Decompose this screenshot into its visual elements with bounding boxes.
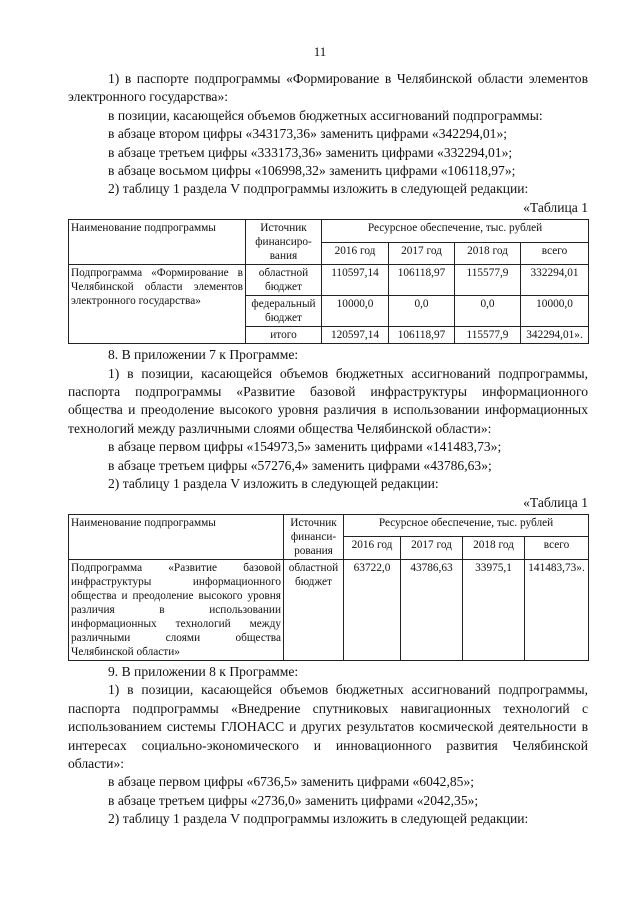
table-1-infrastructure xyxy=(68,514,589,661)
paragraph: 2) таблицу 1 раздела V подпрограммы изложить в следующей редакции: xyxy=(108,181,529,197)
header-resource: Ресурсное обеспечение, тыс. рублей xyxy=(322,220,589,243)
cell-name: Подпрограмма «Развитие базовой инфраструктуры информационного общества и преодоление высокого уровня различия в использовании информационных технологий между различными слоями общества Челябинской области» xyxy=(69,559,284,660)
header-name: Наименование подпрограммы xyxy=(69,220,246,265)
header-year: 2017 год xyxy=(401,537,463,560)
cell-value: 43786,63 xyxy=(401,559,463,660)
cell-source: итого xyxy=(246,327,322,344)
cell-value: 120597,14 xyxy=(322,327,389,344)
paragraph: в абзаце третьем цифры «57276,4» заменить цифрами «43786,63»; xyxy=(108,457,492,473)
header-total: всего xyxy=(521,242,589,265)
cell-name: Подпрограмма «Формирование в Челябинской области элементов электронного государства» xyxy=(69,265,246,344)
table-1-formirovanie xyxy=(68,219,589,344)
paragraph: в абзаце первом цифры «154973,5» заменить цифрами «141483,73»; xyxy=(108,439,502,455)
cell-value: 0,0 xyxy=(389,296,455,327)
paragraph: в абзаце втором цифры «343173,36» заменить цифрами «342294,01»; xyxy=(108,126,508,142)
paragraph: в позиции, касающейся объемов бюджетных ассигнований подпрограммы: xyxy=(108,107,543,123)
header-resource: Ресурсное обеспечение, тыс. рублей xyxy=(344,514,589,537)
section-title: 8. В приложении 7 к Программе: xyxy=(108,347,299,363)
document-body xyxy=(68,70,588,829)
cell-value: 115577,9 xyxy=(455,327,521,344)
paragraph: 2) таблицу 1 раздела V изложить в следующей редакции: xyxy=(108,476,439,492)
cell-value: 0,0 xyxy=(455,296,521,327)
cell-value: 10000,0 xyxy=(322,296,389,327)
cell-total: 342294,01». xyxy=(521,327,589,344)
header-name: Наименование подпрограммы xyxy=(69,514,284,559)
paragraph: в абзаце первом цифры «6736,5» заменить цифрами «6042,85»; xyxy=(108,774,475,790)
paragraph: в абзаце третьем цифры «2736,0» заменить цифрами «2042,35»; xyxy=(108,792,479,808)
cell-value: 106118,97 xyxy=(389,327,455,344)
cell-value: 110597,14 xyxy=(322,265,389,296)
header-source: Источник финанси-рования xyxy=(284,514,344,559)
cell-value: 63722,0 xyxy=(344,559,401,660)
table-label: «Таблица 1 xyxy=(523,199,588,215)
header-year: 2018 год xyxy=(455,242,521,265)
section-title: 9. В приложении 8 к Программе: xyxy=(108,663,299,679)
table-row xyxy=(69,265,589,296)
cell-value: 106118,97 xyxy=(389,265,455,296)
header-year: 2018 год xyxy=(463,537,525,560)
header-total: всего xyxy=(525,537,589,560)
cell-source: областной бюджет xyxy=(246,265,322,296)
paragraph: в абзаце третьем цифры «333173,36» заменить цифрами «332294,01»; xyxy=(108,144,513,160)
paragraph: 1) в позиции, касающейся объемов бюджетных ассигнований подпрограммы, паспорта подпрограммы «Развитие базовой инфраструктуры информационного общества и преодоление высокого уровня различия в использовании информационных технологий между различными слоями общества Челябинской области»: xyxy=(68,365,588,436)
header-year: 2017 год xyxy=(389,242,455,265)
table-label: «Таблица 1 xyxy=(523,494,588,510)
cell-total: 332294,01 xyxy=(521,265,589,296)
cell-source: федеральный бюджет xyxy=(246,296,322,327)
cell-value: 115577,9 xyxy=(455,265,521,296)
paragraph: 1) в паспорте подпрограммы «Формирование в Челябинской области элементов электронного государства»: xyxy=(68,71,588,105)
table-row xyxy=(69,559,589,660)
page-number: 11 xyxy=(313,44,327,59)
paragraph: 2) таблицу 1 раздела V подпрограммы изложить в следующей редакции: xyxy=(108,811,529,827)
paragraph: 1) в позиции, касающейся объемов бюджетных ассигнований подпрограммы, паспорта подпрограммы «Внедрение спутниковых навигационных технологий с использованием системы ГЛОНАСС и других результатов космической деятельности в интересах социально-экономического и инновационного развития Челябинской области»: xyxy=(68,682,588,771)
cell-total: 141483,73». xyxy=(525,559,589,660)
paragraph: в абзаце восьмом цифры «106998,32» заменить цифрами «106118,97»; xyxy=(108,163,516,179)
header-year: 2016 год xyxy=(322,242,389,265)
cell-total: 10000,0 xyxy=(521,296,589,327)
header-year: 2016 год xyxy=(344,537,401,560)
cell-value: 33975,1 xyxy=(463,559,525,660)
header-source: Источник финансиро-вания xyxy=(246,220,322,265)
cell-source: областной бюджет xyxy=(284,559,344,660)
